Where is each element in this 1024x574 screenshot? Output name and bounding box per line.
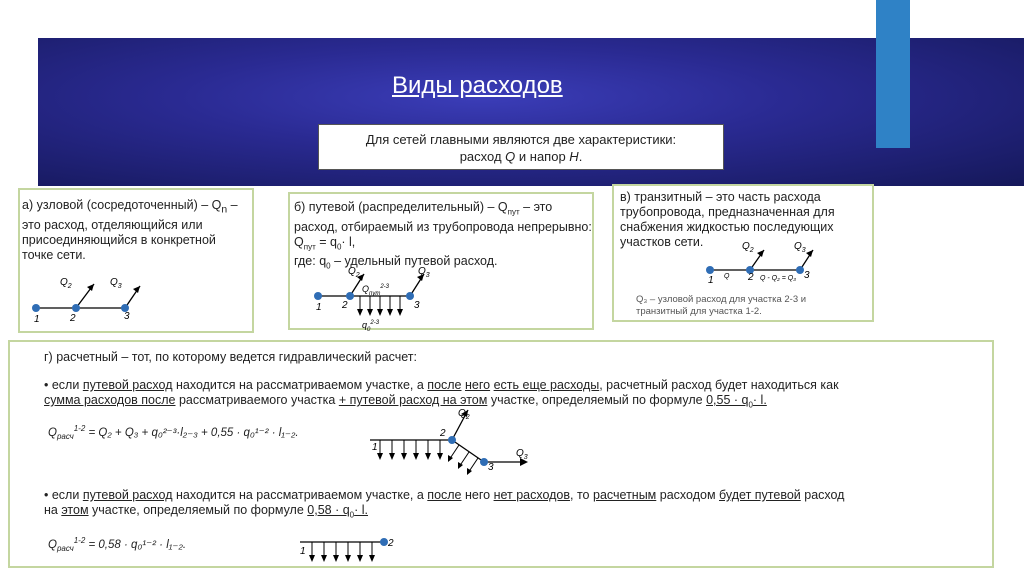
card-design-heading: г) расчетный – тот, по которому ведется гидравлический расчет:: [44, 350, 418, 364]
svg-text:1: 1: [708, 275, 714, 286]
svg-text:Q3: $Q_3$: [794, 241, 806, 254]
svg-text:2: 2: [748, 272, 754, 283]
card-nodal-text: а) узловой (сосредоточенный) – $Q_n$ – это расход, отделяющийся или присоединяющийся в конкретной точке сети.: [22, 198, 238, 262]
design-flow-arrows-1: [377, 440, 478, 475]
formula-2: $Q_{расч}^{1-2} = 0,58 \cdot q_0^{1-2} \cdot l_{1-2}$.: [48, 536, 187, 554]
svg-text:Q2: $Q_2$: [458, 408, 470, 421]
card-design: [8, 340, 994, 568]
bullet-1: • если путевой расход находится на рассматриваемом участке, а после него есть еще расходы, расчетный расход будет находиться как сумма расходов после рассматриваемого участка + путевой расход на этом участке, определяемый по формуле $0,55 \cdot q_0\cdot l$.: [44, 378, 839, 410]
node-2: [380, 538, 388, 546]
svg-text:Q3: $Q_3$: [516, 448, 528, 461]
svg-text:Q2: $Q_2$: [60, 277, 72, 290]
card-path-text: б) путевой (распределительный) – $Q_{пут}$ – это расход, отбираемый из трубопровода непрерывно: $Q_{пут} = q_0\cdot l$, где: $q_0$ – удельный путевой расход.: [294, 200, 592, 271]
svg-text:3: 3: [414, 300, 420, 311]
svg-text:Q2: $Q_2$: [348, 266, 360, 279]
nodal-diagram: [20, 190, 256, 335]
svg-text:3: 3: [804, 270, 810, 281]
slide-title: Виды расходов: [392, 72, 563, 99]
path-flow-arrows: [357, 296, 403, 316]
node-1: [314, 292, 322, 300]
node-2: [346, 292, 354, 300]
design-diagram-1: [358, 398, 578, 494]
node-3: [796, 266, 804, 274]
node-1: [706, 266, 714, 274]
svg-text:1: 1: [316, 302, 322, 313]
node-1: [32, 304, 40, 312]
path-diagram: [290, 194, 596, 332]
design-flow-arrows-2: [309, 542, 375, 562]
svg-text:2: 2: [440, 428, 446, 439]
node-2: [72, 304, 80, 312]
svg-text:2: 2: [388, 538, 394, 549]
svg-text:q02-3: $q_0^{2-3}$: [362, 320, 380, 332]
svg-text:1: 1: [34, 314, 40, 325]
card-transit: [612, 184, 874, 322]
node-3: [406, 292, 414, 300]
svg-text:3: 3: [124, 311, 130, 322]
svg-text:Q2: $Q_2$: [742, 241, 754, 254]
svg-text:Qпут2-3: $Q_{пут}^{2-3}$: [362, 284, 389, 297]
intro-line-1: Для сетей главными являются две характеристики:: [365, 132, 677, 147]
svg-text:3: 3: [488, 462, 494, 473]
svg-text:2: 2: [70, 313, 76, 324]
accent-bar: [876, 0, 910, 148]
svg-text:Q: Q: [724, 273, 730, 280]
svg-text:1: 1: [372, 442, 378, 453]
bullet-2: • если путевой расход находится на рассматриваемом участке, а после него нет расходов, то расчетным расходом будет путевой расход на этом участке, определяемый по формуле $0,58 \cdot q_0\cdot l$.: [44, 488, 845, 520]
card-transit-text: в) транзитный – это часть расхода трубопровода, предназначенная для снабжения жидкостью последующих участков сети.: [620, 190, 835, 249]
svg-text:2: 2: [342, 300, 348, 311]
intro-line-2: расход Q и напор H.: [459, 149, 583, 164]
svg-text:1: 1: [300, 546, 306, 557]
card-nodal: [18, 188, 254, 333]
formula-1: $Q_{расч}^{1-2} = Q_2 + Q_3 + q_0^{2-3}\cdot l_{2-3} + 0,55 \cdot q_0^{1-2} \cdot l_{1-2}$.: [48, 424, 299, 442]
intro-box: [318, 124, 724, 170]
svg-text:Q3: $Q_3$: [110, 277, 122, 290]
svg-text:Q3: $Q_3$: [418, 266, 430, 279]
design-diagram-2: [290, 532, 410, 572]
svg-text:Q - Q₂ = Q₃: Q - Q₂ = Q₃: [760, 275, 796, 282]
node-3: [480, 458, 488, 466]
card-path: [288, 192, 594, 330]
node-2: [448, 436, 456, 444]
card-transit-note: Q₃ – узловой расход для участка 2-3 и транзитный для участка 1-2.: [636, 294, 807, 317]
